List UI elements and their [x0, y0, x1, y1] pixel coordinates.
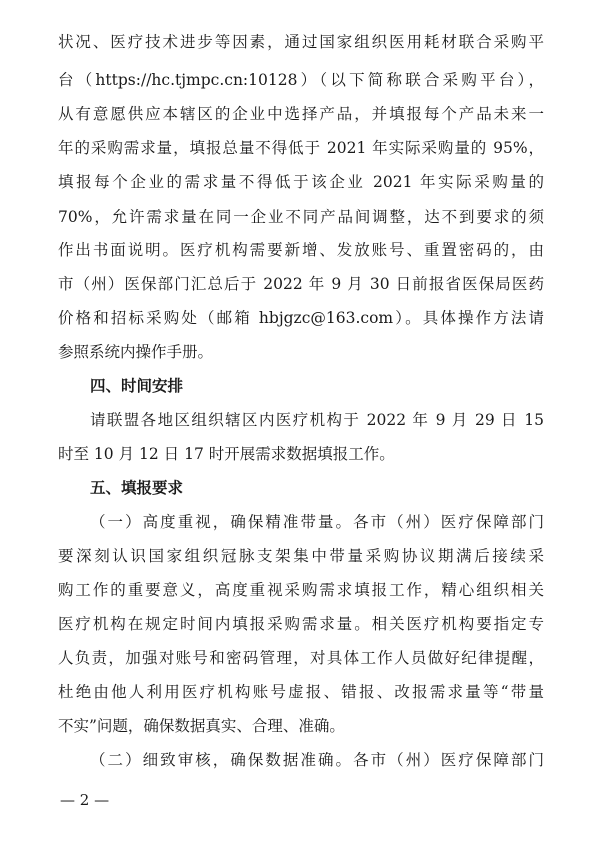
- paragraph-line: 请联盟各地区组织辖区内医疗机构于 2022 年 9 月 29 日 15: [90, 411, 544, 429]
- section-heading-schedule: 四、时间安排: [90, 377, 184, 395]
- paragraph-line: 购工作的重要意义，高度重视采购需求填报工作，精心组织相关: [58, 581, 544, 599]
- paragraph-line: 价格和招标采购处（邮箱 hbjgzc@163.com）。具体操作方法请: [58, 309, 544, 327]
- paragraph-line: 人负责，加强对账号和密码管理，对具体工作人员做好纪律提醒，: [58, 649, 544, 667]
- paragraph-line: （一）高度重视，确保精准带量。各市（州）医疗保障部门: [90, 513, 544, 531]
- page-number: — 2 —: [60, 791, 110, 809]
- paragraph-line: 要深刻认识国家组织冠脉支架集中带量采购协议期满后接续采: [58, 547, 544, 565]
- paragraph-line: 医疗机构在规定时间内填报采购需求量。相关医疗机构要指定专: [58, 615, 544, 633]
- paragraph-line: 70%，允许需求量在同一企业不同产品间调整，达不到要求的须: [58, 208, 544, 226]
- paragraph-line: （二）细致审核，确保数据准确。各市（州）医疗保障部门: [90, 751, 544, 769]
- paragraph-line: 时至 10 月 12 日 17 时开展需求数据填报工作。: [58, 445, 395, 463]
- section-heading-requirements: 五、填报要求: [90, 479, 184, 497]
- paragraph-line: 杜绝由他人利用医疗机构账号虚报、错报、改报需求量等“带量: [58, 683, 544, 701]
- paragraph-line: 填报每个企业的需求量不得低于该企业 2021 年实际采购量的: [58, 173, 544, 191]
- paragraph-line: 不实”问题，确保数据真实、合理、准确。: [58, 717, 345, 735]
- paragraph-line: 年的采购需求量，填报总量不得低于 2021 年实际采购量的 95%，: [58, 139, 544, 157]
- paragraph-line: 参照系统内操作手册。: [58, 343, 214, 361]
- paragraph-line: 市（州）医保部门汇总后于 2022 年 9 月 30 日前报省医保局医药: [58, 275, 544, 293]
- paragraph-line: 状况、医疗技术进步等因素，通过国家组织医用耗材联合采购平: [58, 33, 544, 51]
- paragraph-line: 台（https://hc.tjmpc.cn:10128）（以下简称联合采购平台），: [58, 71, 544, 89]
- paragraph-line: 从有意愿供应本辖区的企业中选择产品，并填报每个产品未来一: [58, 105, 544, 123]
- paragraph-line: 作出书面说明。医疗机构需要新增、发放账号、重置密码的，由: [58, 241, 544, 259]
